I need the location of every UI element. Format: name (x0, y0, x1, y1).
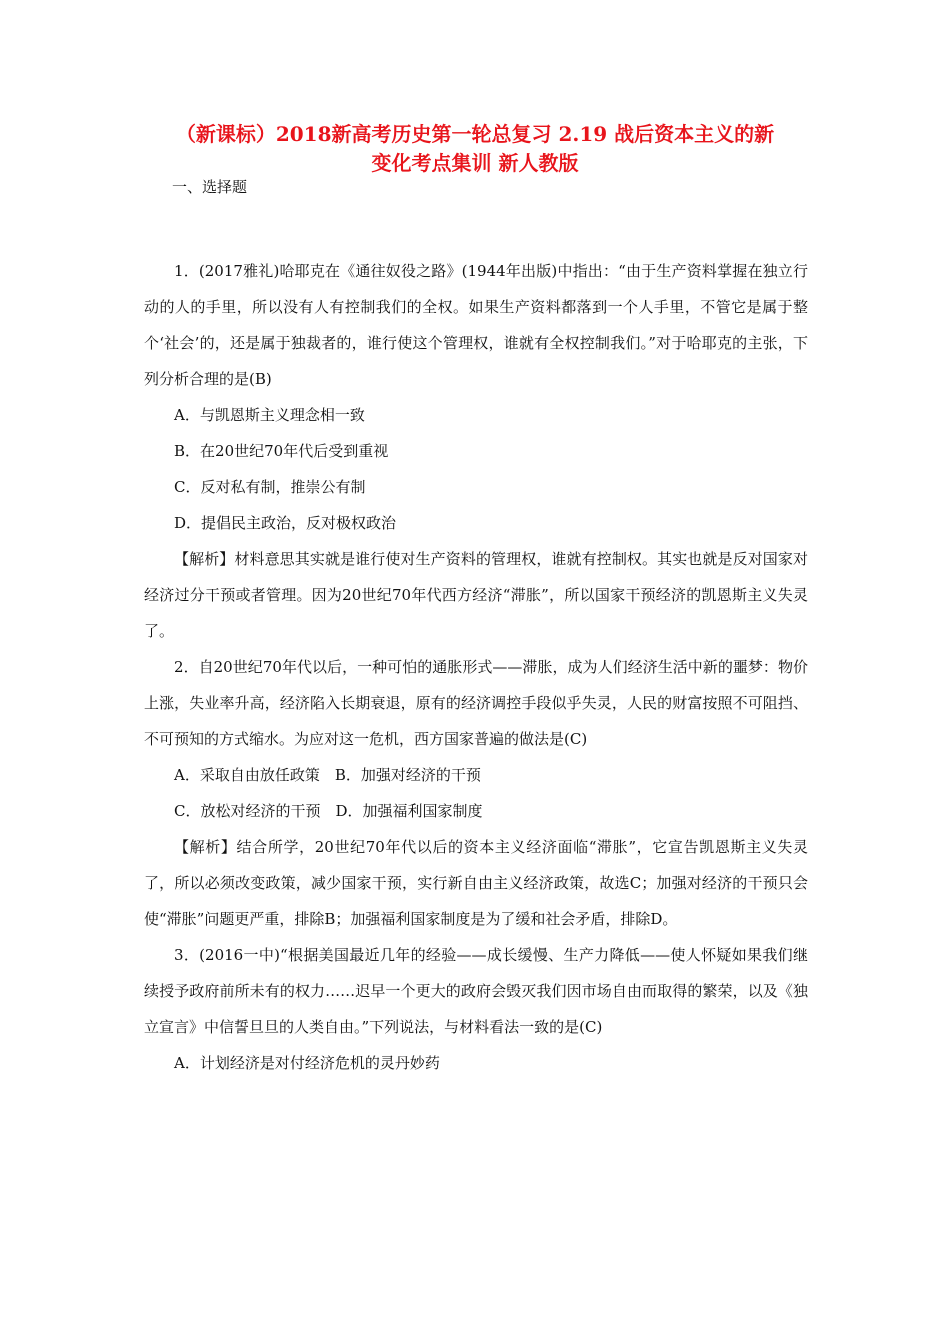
document-title-line-2: 变化考点集训 新人教版 (371, 151, 579, 175)
question-3-stem: 3．(2016一中)“根据美国最近几年的经验——成长缓慢、生产力降低——使人怀疑如果我们继续授予政府前所未有的权力……迟早一个更大的政府会毁灭我们因市场自由而取得的繁荣，以及《独立宣言》中信誓旦旦的人类自由。”下列说法，与材料看法一致的是(C) (144, 946, 808, 1036)
question-1-analysis: 【解析】材料意思其实就是谁行使对生产资料的管理权，谁就有控制权。其实也就是反对国家对经济过分干预或者管理。因为20世纪70年代西方经济“滞胀”，所以国家干预经济的凯恩斯主义失灵了。 (144, 550, 808, 640)
document-body (144, 253, 808, 1081)
section-heading: 一、选择题 (172, 178, 248, 196)
question-2-analysis: 【解析】结合所学，20世纪70年代以后的资本主义经济面临“滞胀”，它宣告凯恩斯主义失灵了，所以必须改变政策，减少国家干预，实行新自由主义经济政策，故选C；加强对经济的干预只会使“滞胀”问题更严重，排除B；加强福利国家制度是为了缓和社会矛盾，排除D。 (144, 838, 808, 928)
question-1-option-c: C．反对私有制，推崇公有制 (174, 478, 366, 496)
document-title-line-1: （新课标）2018新高考历史第一轮总复习 2.19 战后资本主义的新 (175, 122, 775, 146)
question-3-option-a: A．计划经济是对付经济危机的灵丹妙药 (174, 1054, 440, 1072)
question-1-option-d: D．提倡民主政治，反对极权政治 (174, 514, 397, 532)
question-2-options-ab: A．采取自由放任政策 B．加强对经济的干预 (174, 766, 481, 784)
question-1-stem: 1．(2017雅礼)哈耶克在《通往奴役之路》(1944年出版)中指出：“由于生产资料掌握在独立行动的人的手里，所以没有人有控制我们的全权。如果生产资料都落到一个人手里，不管它是属于整个‘社会’的，还是属于独裁者的，谁行使这个管理权，谁就有全权控制我们。”对于哈耶克的主张，下列分析合理的是(B) (144, 262, 808, 388)
question-1-option-b: B．在20世纪70年代后受到重视 (174, 442, 389, 460)
document-title (120, 120, 830, 178)
question-2-options-cd: C．放松对经济的干预 D．加强福利国家制度 (174, 802, 483, 820)
question-2-stem: 2．自20世纪70年代以后，一种可怕的通胀形式——滞胀，成为人们经济生活中新的噩梦：物价上涨，失业率升高，经济陷入长期衰退，原有的经济调控手段似乎失灵，人民的财富按照不可阻挡、不可预知的方式缩水。为应对这一危机，西方国家普遍的做法是(C) (144, 658, 808, 748)
question-1-option-a: A．与凯恩斯主义理念相一致 (174, 406, 365, 424)
